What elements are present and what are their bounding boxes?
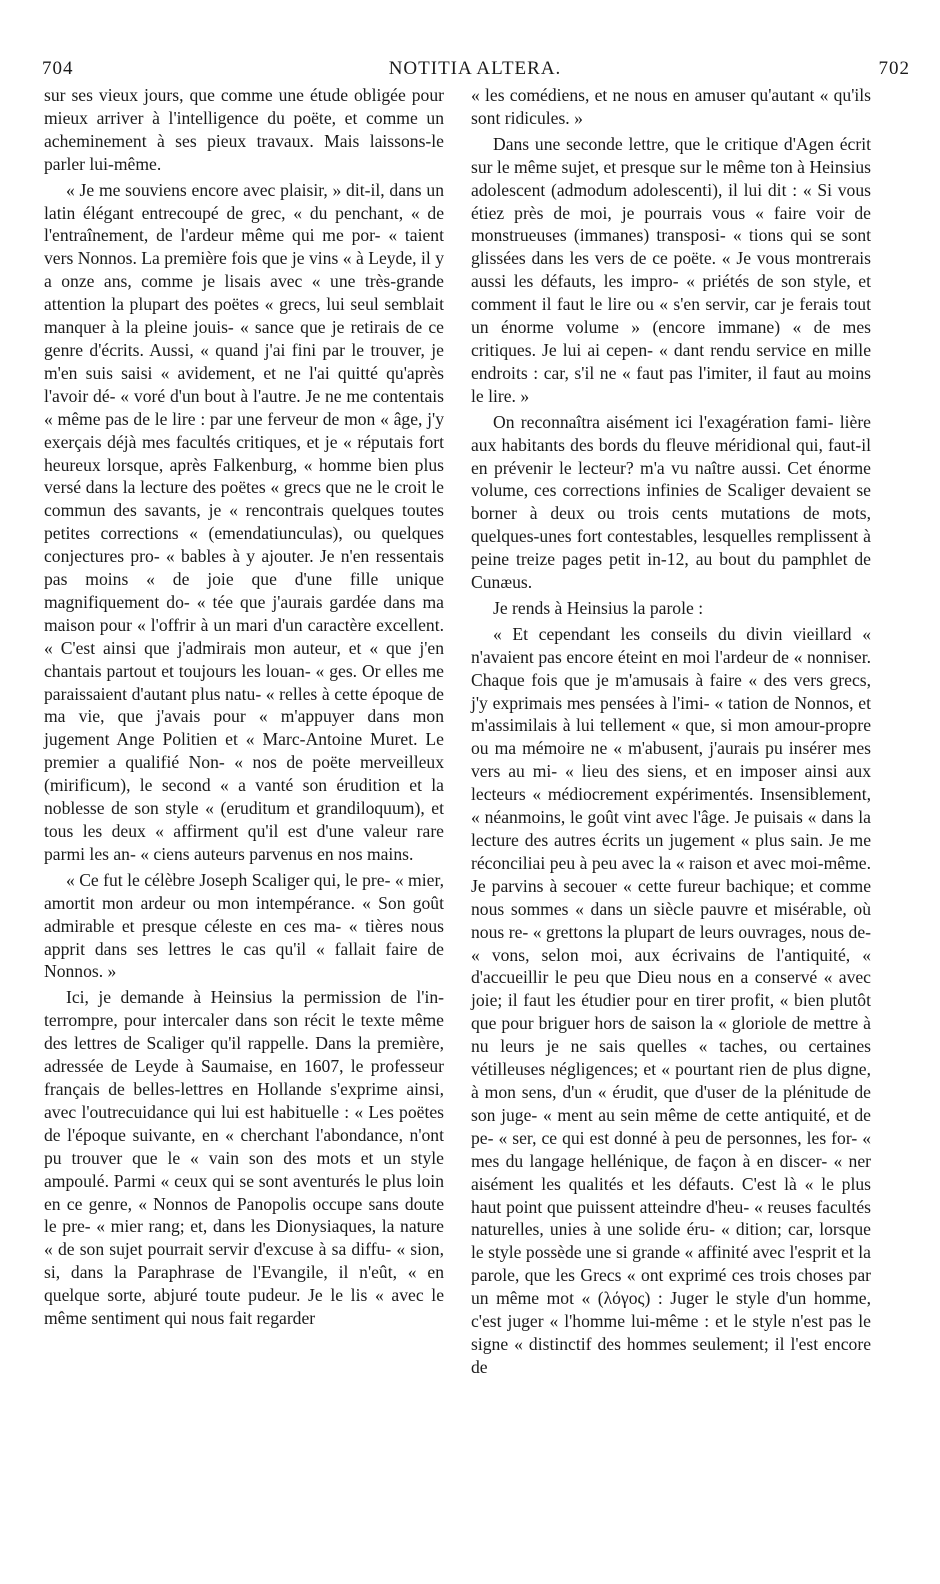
right-column: [471, 84, 871, 1379]
paragraph: Dans une seconde lettre, que le critique d'Agen écrit sur le même sujet, et presque sur le même ton à Heinsius adolescent (admodum adolescenti), il lui dit : « Si vous étiez près de moi, je pourrais vous « faire voir de monstrueuses (immanes) transposi- « tions qui se sont glissées dans les vers de ce poëte. « Je vous montrerais aussi les défauts, les impro- « priétés de son style, et comment il faut le lire ou « s'en servir, car je ferais tout un énorme volume » (encore immane) « de mes critiques. Je lui ai cepen- « dant rendu service en mille endroits : car, s'il ne « faut pas l'imiter, il faut au moins le lire. »: [471, 133, 871, 406]
left-column: [44, 84, 444, 1330]
paragraph: « Ce fut le célèbre Joseph Scaliger qui, le pre- « mier, amortit mon ardeur ou mon intempérance. « Son goût admirable et presque céleste en ces ma- « tières nous apprit dans ses lettres le cas qu'il « fallait faire de Nonnos. »: [44, 869, 444, 982]
running-header: [40, 58, 910, 84]
paragraph: Je rends à Heinsius la parole :: [493, 597, 704, 618]
paragraph: « Je me souviens encore avec plaisir, » dit-il, dans un latin élégant entrecoupé de grec, « du penchant, « de l'entraînement, de l'ardeur même qui me por- « taient vers Nonnos. La première fois que je vins « à Leyde, il y a onze ans, comme je lisais avec « une très-grande attention la plupart des poëtes « grecs, lui seul semblait manquer à la pleine jouis- « sance que je retirais de ce genre d'écrits. Aussi, « quand j'ai fini par le trouver, je m'en suis saisi « avidement, et ne l'ai quitté qu'après l'avoir dé- « voré d'un bout à l'autre. Je ne me contentais « même pas de le lire : par une ferveur de mon « âge, j'y exerçais déjà mes facultés critiques, et je « réputais fort heureux lorsque, après Falkenburg, « homme bien plus versé dans la lecture des poëtes « grecs que ne le croit le commun des savants, je « rencontrais quelques toutes petites corrections « (emendatiunculas), ou quelques conjectures pro- « bables à y ajouter. Je n'en ressentais pas moins « de joie que d'une fille unique magnifiquement do- « tée que j'aurais gardée dans ma maison pour « l'offrir à un mari d'un caractère excellent. « C'est ainsi que j'admirais mon auteur, et « que j'en chantais partout et toujours les louan- « ges. Or elles me paraissaient d'autant plus natu- « relles à cette époque de ma vie, que j'avais pour « m'appuyer dans mon jugement Ange Politien et « Marc-Antoine Muret. Le premier a qualifié Non- « nos de poëte merveilleux (mirificum), le second « a vanté son érudition et la noblesse de son style « (eruditum et grandiloquum), et tous les deux « affirment qu'il est d'une valeur rare parmi les an- « ciens auteurs parvenus en nos mains.: [44, 179, 444, 864]
paragraph: sur ses vieux jours, que comme une étude obligée pour mieux arriver à l'intelligence du poëte, et comme un acheminement à ses pieux travaux. Mais laissons-le parler lui-même.: [44, 85, 444, 174]
paragraph: « les comédiens, et ne nous en amuser qu'autant « qu'ils sont ridicules. »: [471, 85, 871, 128]
page-number-left: 704: [42, 58, 74, 79]
paragraph: On reconnaîtra aisément ici l'exagération fami- lière aux habitants des bords du fleuve méridional qui, faut-il en prévenir le lecteur? m'a vu naître aussi. Cet énorme volume, ces corrections infinies de Scaliger devaient se borner à deux ou trois cents mutations de mots, quelques-unes fort contestables, lesquelles remplissent à peine treize pages petit in-12, au bout du pamphlet de Cunæus.: [471, 411, 871, 593]
running-title: NOTITIA ALTERA.: [388, 58, 562, 79]
page-number-right: 702: [878, 58, 910, 79]
paragraph: Ici, je demande à Heinsius la permission de l'in- terrompre, pour intercaler dans son récit le texte même des lettres de Scaliger qu'il rappelle. Dans la première, adressée de Leyde à Saumaise, en 1607, le professeur français de belles-lettres en Hollande s'exprime ainsi, avec l'outrecuidance qui lui est habituelle : « Les poëtes de l'époque suivante, en « cherchant l'abondance, n'ont pu trouver que le « vain son des mots et un style ampoulé. Parmi « ceux qui se sont aventurés le plus loin en ce genre, « Nonnos de Panopolis occupe sans doute le pre- « mier rang; et, dans les Dionysiaques, la nature « de son sujet pourrait servir d'excuse à sa diffu- « sion, si, dans la Paraphrase de l'Evangile, il n'eût, « en quelque sorte, abjuré toute pudeur. Je le lis « avec le même sentiment qui nous fait regarder: [44, 987, 444, 1329]
paragraph: « Et cependant les conseils du divin vieillard « n'avaient pas encore éteint en moi l'ardeur de « nonniser. Chaque fois que je m'amusais à faire « des vers grecs, j'y exprimais mes pensées à l'imi- « tation de Nonnos, et m'assimilais à lui tellement « que, si mon amour-propre ou ma mémoire ne « m'abusent, j'aurais pu insérer mes vers au mi- « lieu des siens, et en imposer ainsi aux lecteurs « médiocrement expérimentés. Insensiblement, « néanmoins, le goût vint avec l'âge. Je puisais « dans la lecture des autres écrits un jugement « plus sain. Je me réconciliai peu à peu avec la « raison et avec moi-même. Je parvins à secouer « cette fureur bachique; et comme nous sommes « dans un siècle pauvre et misérable, où nous re- « grettons la plupart de leurs ouvrages, nous de- « vons, selon moi, aux écrivains de l'antiquité, « d'accueillir le peu que Dieu nous en a conservé « avec joie; il faut les étudier pour en tirer profit, « bien plutôt que pour briguer hors de saison la « gloriole de mettre à nu leurs je ne sais quelles « taches, ou certaines vétilleuses négligences; et « pourtant rien de plus digne, à mon sens, d'un « érudit, que d'user de la plénitude de son juge- « ment au sein même de cette antiquité, et de pe- « ser, ce qui est donné à peu de personnes, les for- « mes du langage hellénique, de façon à en discer- « ner aisément les qualités et les défauts. C'est là « le plus haut point que puissent atteindre d'heu- « reuses facultés naturelles, unies à une solide éru- « dition; car, lorsque le style possède une si grande « affinité avec l'esprit et la parole, que les Grecs « ont exprimé ces trois choses par un même mot « (λόγος) : Juger le style d'un homme, c'est juger « l'homme lui-même : et le style n'est pas le signe « distinctif des hommes seulement; il l'est encore de: [471, 623, 871, 1377]
